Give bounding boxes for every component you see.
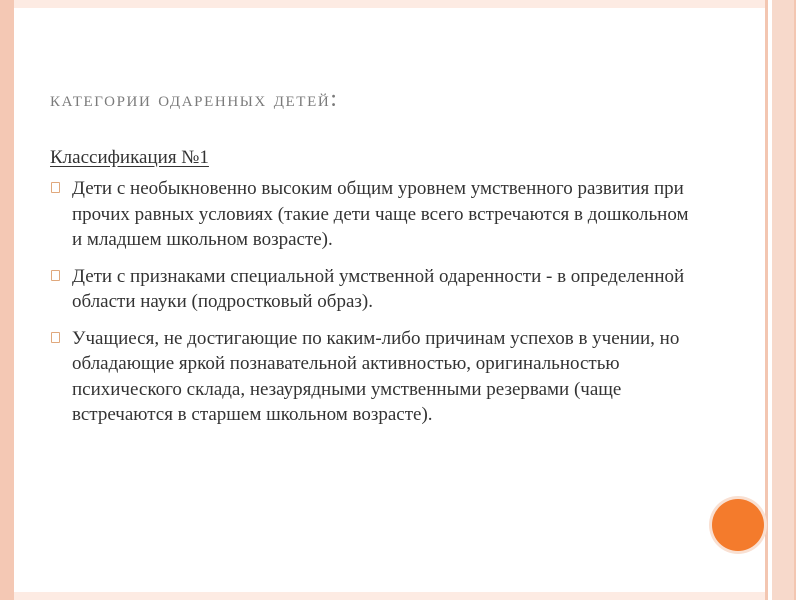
right-frame-line [765,0,768,600]
list-item [50,326,700,428]
top-frame-decoration [14,0,765,8]
list-item-text: Дети с признаками специальной умственной одаренности - в определенной области науки (подростковый образ). [72,265,685,312]
list-item-text: Учащиеся, не достигающие по каким-либо причинам успехов в учении, но обладающие яркой познавательной активностью, оригинальностью психического склада, незаурядными умственными резервами (чаще встречаются в старшем школьном возрасте). [72,327,680,425]
bullet-icon [51,332,60,343]
list-item [50,264,700,315]
left-border-decoration [0,0,14,600]
bullet-icon [51,182,60,193]
right-frame-line [794,0,796,600]
list-item [50,176,700,253]
slide-title [50,86,339,113]
bullet-list [50,176,700,439]
orange-circle-decoration [712,499,764,551]
list-item-text: Дети с необыкновенно высоким общим уровнем умственного развития при прочих равных условиях (такие дети чаще всего встречаются в дошкольном и младшем школьном возрасте). [72,178,689,250]
right-frame-band [772,0,794,600]
bullet-icon [51,270,60,281]
slide-title-colon: : [330,86,339,112]
classification-heading: Классификация №1 [50,147,209,168]
bottom-frame-decoration [14,592,765,600]
slide-title-text: категории одаренных детей [50,87,331,111]
